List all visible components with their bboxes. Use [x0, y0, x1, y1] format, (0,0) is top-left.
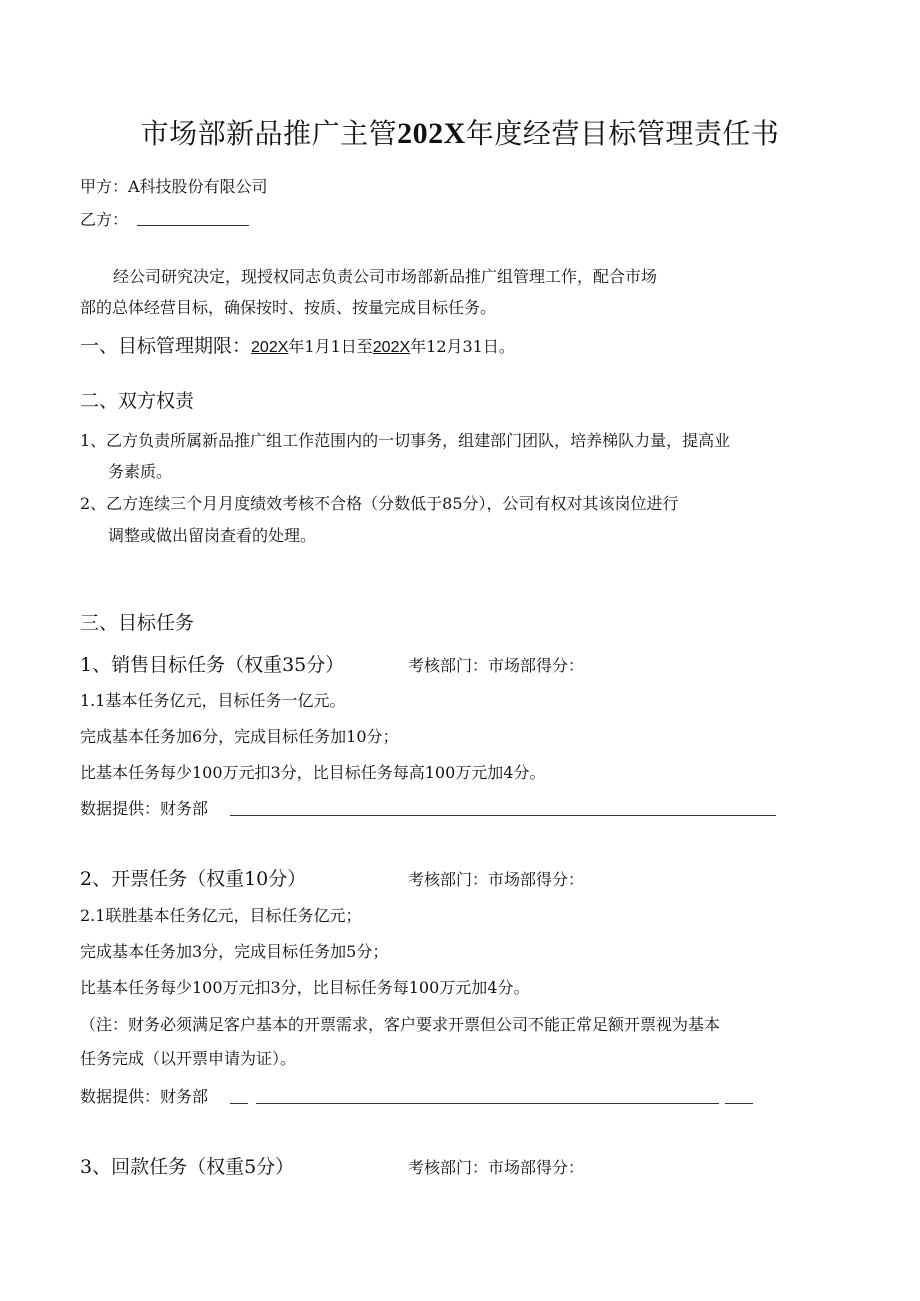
- section-2-item-1-line-2: 务素质。: [108, 462, 173, 481]
- task-3-title: 3、回款任务（权重5分）: [80, 1156, 295, 1178]
- task-2-data-blank-a: [230, 1103, 248, 1104]
- task-1-line-3: 比基本任务每少100万元扣3分，比目标任务每高100万元加4分。: [80, 763, 546, 782]
- section-1-line: [80, 331, 515, 358]
- task-1-dept: 考核部门：市场部得分：: [408, 656, 585, 675]
- section-1-date-end: 年12月31日。: [410, 337, 515, 356]
- section-2-item-1-line-1: 1、乙方负责所属新品推广组工作范围内的一切事务，组建部门团队，培养梯队力量，提高业: [80, 431, 731, 450]
- section-2-item-2-line-2: 调整或做出留岗查看的处理。: [108, 526, 317, 545]
- task-3-dept: 考核部门：市场部得分：: [408, 1158, 585, 1177]
- task-1-data-source: 数据提供：财务部: [80, 799, 209, 818]
- intro-line-2: 部的总体经营目标，确保按时、按质、按量完成目标任务。: [80, 298, 497, 317]
- task-1-title: 1、销售目标任务（权重35分）: [80, 654, 345, 676]
- intro-line-1: 经公司研究决定，现授权同志负责公司市场部新品推广组管理工作，配合市场: [113, 267, 658, 286]
- task-2-line-2: 完成基本任务加3分，完成目标任务加5分；: [80, 942, 389, 961]
- task-2-title: 2、开票任务（权重10分）: [80, 868, 307, 890]
- task-2-line-1: 2.1联胜基本任务亿元，目标任务亿元；: [80, 906, 362, 925]
- task-2-note-line-2: 任务完成（以开票申请为证）。: [80, 1049, 297, 1068]
- section-2-item-2-line-1: 2、乙方连续三个月月度绩效考核不合格（分数低于85分），公司有权对其该岗位进行: [80, 494, 679, 513]
- task-2-data-blank-b: [256, 1103, 719, 1104]
- section-1-date-mid: 年1月1日至: [288, 337, 373, 356]
- party-a: 甲方：A科技股份有限公司: [80, 177, 268, 196]
- document-title: [0, 112, 920, 152]
- task-1-line-2: 完成基本任务加6分，完成目标任务加10分；: [80, 727, 399, 746]
- title-year: 202X: [397, 117, 466, 150]
- section-3-heading: 三、目标任务: [80, 612, 195, 634]
- party-b-blank-line: [137, 225, 249, 226]
- party-b: 乙方：: [80, 210, 129, 229]
- task-2-line-3: 比基本任务每少100万元扣3分，比目标任务每100万元加4分。: [80, 978, 530, 997]
- task-2-data-blank-c: [725, 1103, 753, 1104]
- section-1-heading: 一、目标管理期限：: [80, 335, 252, 357]
- task-2-note-line-1: （注：财务必须满足客户基本的开票需求，客户要求开票但公司不能正常足额开票视为基本: [80, 1015, 721, 1034]
- section-2-heading: 二、双方权责: [80, 390, 195, 412]
- section-1-year-end: 202X: [372, 339, 411, 356]
- title-prefix: 市场部新品推广主管: [140, 117, 398, 150]
- task-1-line-1: 1.1基本任务亿元，目标任务一亿元。: [80, 691, 346, 710]
- section-1-year-start: 202X: [251, 339, 289, 356]
- task-2-data-source: 数据提供：财务部: [80, 1087, 209, 1106]
- task-2-dept: 考核部门：市场部得分：: [408, 870, 585, 889]
- task-1-data-blank-line: [230, 815, 776, 816]
- title-suffix: 年度经营目标管理责任书: [465, 117, 780, 150]
